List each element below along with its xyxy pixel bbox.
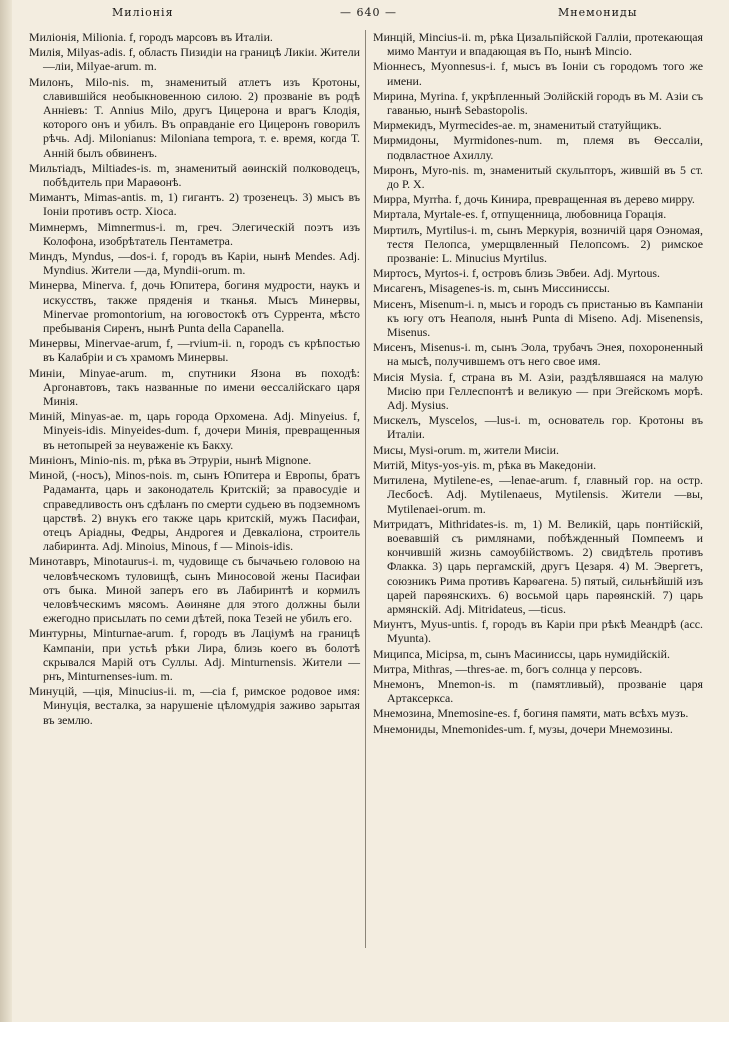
right-column: [373, 30, 703, 737]
dictionary-entry: Митра, Mithras, —thres-ae. m, богъ солнца у персовъ.: [373, 661, 643, 676]
dictionary-entry: Мисiя Mysia. f, страна въ М. Азiи, раздѣлявшаяся на малую Мисiю при Геллеспонтѣ и великую — при Эгейскомъ морѣ. Adj. Mysius.: [373, 369, 703, 413]
dictionary-entry: Митій, Mitys-yos-yis. m, рѣка въ Македонiи.: [373, 457, 597, 472]
dictionary-entry: Мнемониды, Mnemonides-um. f, музы, дочери Мнемозины.: [373, 721, 673, 736]
dictionary-entry: Мирмекидъ, Myrmecides-ae. m, знаменитый статуйщикъ.: [373, 118, 662, 133]
dictionary-entry: Мнемозина, Mnemosine-es. f, богиня памяти, мать всѣхъ музъ.: [373, 706, 689, 721]
dictionary-entry: Миндъ, Myndus, —dos-i. f, городъ въ Карiи, нынѣ Mendes. Adj. Myndius. Жители —да, Myndii-orum. m.: [29, 249, 360, 278]
scan-bottom-margin: [0, 1022, 729, 1044]
dictionary-entry: Митилена, Mytilene-es, —lenae-arum. f, главный гор. на остр. Лесбосѣ. Adj. Mytilenaeus, Mytilensis. Жители —вы, Mytilenaei-orum. m.: [373, 473, 703, 516]
dictionary-entry: Мисы, Mysi-orum. m, жители Мисiи.: [373, 442, 559, 457]
dictionary-entry: Мирина, Myrina. f, укрѣпленный Эолiйскій городъ въ М. Азiи съ гаванью, нынѣ Sebastopolis.: [373, 88, 703, 118]
dictionary-entry: Минцiй, Mincius-ii. m, рѣка Цизальпiйской Галлiи, протекающая мимо Мантуи и впадающая въ По, нынѣ Mincio.: [373, 30, 703, 59]
dictionary-entry: Милія, Milyas-adis. f, область Пизидiи на границѣ Ликiи. Жители —лiи, Milyae-arum. m.: [29, 45, 360, 74]
dictionary-entry: Минотавръ, Minotaurus-i. m, чудовище съ бычачьею головою на человѣческомъ туловищѣ, сынъ Миносовой жены Пасифаи отъ быка. Миной заперъ его въ Лабиринтѣ и кормилъ человѣческимъ мясомъ. Аѳиняне для этого должны были ежегодно присылать по семи дѣтей, пока Тезей не убилъ его.: [29, 554, 360, 626]
dictionary-entry: Мисенъ, Misenum-i. n, мысъ и городъ съ пристанью въ Кампанiи къ югу отъ Неаполя, нынѣ Punta di Miseno. Adj. Misenensis, Misenus.: [373, 296, 703, 340]
running-head-right: Мнемониды: [558, 6, 638, 19]
dictionary-entry: Мiоннесъ, Myonnesus-i. f, мысъ въ Iонiи съ городомъ того же имени.: [373, 59, 703, 88]
dictionary-entry: Мнемонъ, Mnemon-is. m (памятливый), прозванiе царя Артаксеркса.: [373, 676, 703, 706]
page-number: — 640 —: [340, 6, 397, 19]
dictionary-entry: Мильтiадъ, Miltiades-is. m, знаменитый аѳинскій полководецъ, побѣдитель при Мараѳонѣ.: [29, 160, 360, 190]
dictionary-entry: Минтурны, Minturnae-arum. f, городъ въ Лацiумѣ на границѣ Кампанiи, при устьѣ рѣки Лира, близь коего въ болотѣ скрывался Марiй отъ Суллы. Adj. Minturnensis. Жители —рнъ, Minturnenses-ium. m.: [29, 626, 360, 683]
column-divider: [365, 30, 366, 948]
dictionary-entry: Мимантъ, Mimas-antis. m, 1) гигантъ. 2) трозенецъ. 3) мысъ въ Iонiи противъ остр. Хiоса.: [29, 190, 360, 219]
dictionary-entry: Минерва, Minerva. f, дочь Юпитера, богиня мудрости, наукъ и искусствъ, также пряденiя и тканья. Мысъ Минервы, Minervae promontorium, на юговостокѣ отъ Суррента, мѣсто пребыванія Сиренъ, нынѣ Punta della Capanella.: [29, 278, 360, 336]
page-header: [30, 6, 699, 28]
dictionary-entry: Мисагенъ, Misagenes-is. m, сынъ Миссиниссы.: [373, 281, 610, 296]
dictionary-entry: Минiй, Minyas-ae. m, царь города Орхомена. Adj. Minyeius. f, Minyeis-idis. Minyeides-dum. f, дочери Минія, превращенныя въ нетопырей за неуваженіе къ Бакху.: [29, 409, 360, 452]
dictionary-entry: Минуцiй, —цiя, Minucius-ii. m, —cia f, римское родовое имя: Минуція, весталка, за нарушеніе цѣломудрія заживо зарытая въ землю.: [29, 684, 360, 727]
dictionary-entry: Миртала, Myrtale-es. f, отпущенница, любовница Горація.: [373, 207, 667, 222]
dictionary-entry: Миронъ, Myro-nis. m, знаменитый скульпторъ, жившій въ 5 ст. до Р. Х.: [373, 162, 703, 192]
dictionary-entry: Минервы, Minervae-arum, f, —rvium-ii. n, городъ съ крѣпостью въ Калабрiи и съ храмомъ Минервы.: [29, 336, 360, 365]
dictionary-entry: Миной, (-носъ), Minos-nois. m, сынъ Юпитера и Европы, братъ Радаманта, царь и законодатель Критскій; за правосудіе и справедливость онъ сдѣланъ по смерти судьею въ подземномъ царствѣ. 2) внукъ его также царь критскій, мужъ Пасифаи, отецъ Аріадны, Федры, Андрогея и Девкалiона, строитель лабиринта. Adj. Minoius, Minous, f — Minois-idis.: [29, 468, 360, 554]
dictionary-entry: Минiонъ, Minio-nis. m, рѣка въ Этрурiи, нынѣ Mignone.: [29, 452, 312, 467]
dictionary-entry: Милiонiя, Milionia. f, городъ марсовъ въ Италiи.: [29, 30, 273, 44]
dictionary-entry: Миртилъ, Myrtilus-i. m, сынъ Меркурія, возничій царя Оэномая, тестя Пелопса, умерщвленный Пелопсомъ. 2) римское прозванiе: L. Minucius Myrtilus.: [373, 222, 703, 266]
dictionary-entry: Миртосъ, Myrtos-i. f, островъ близь Эвбеи. Adj. Myrtous.: [373, 266, 661, 281]
dictionary-entry: Миунтъ, Myus-untis. f, городъ въ Карiи при рѣкѣ Меандрѣ (acc. Myunta).: [373, 617, 703, 646]
dictionary-entry: Миципса, Micipsa, m, сынъ Масиниссы, царь нумидiйскій.: [373, 646, 671, 661]
dictionary-entry: Мирмидоны, Myrmidones-num. m, племя въ Ѳессалiи, подвластное Ахиллу.: [373, 133, 703, 162]
dictionary-entry: Милонъ, Milo-nis. m, знаменитый атлетъ изъ Кротоны, славившiйся необыкновенною силою. 2) прозванiе въ родѣ Анніевъ: T. Annius Milo, другъ Цицерона и врагъ Клодія, которого онъ и убилъ. Въ оправданіе его Цицеронъ говорилъ рѣчь. Adj. Milonianus: Miloniana tempora, т. е. время, когда Т. Анній былъ обвиненъ.: [29, 74, 360, 160]
dictionary-entry: Митридатъ, Mithridates-is. m, 1) М. Великій, царь понтiйскій, воевавшій съ римлянами, побѣжденный Помпеемъ и кончившій жизнь самоубійствомъ. 2) свидѣтель противъ Флакка. 3) царь пергамскій, другъ Цезаря. 4) М. Эвергетъ, союзникъ Рима противъ Карѳагена. 5) пятый, сильнѣйшій изъ царей парѳянскихъ. 6) восьмой царь парѳянскій. 7) царь армянскій. Adj. Mitridateus, —ticus.: [373, 516, 703, 616]
dictionary-entry: Мисенъ, Misenus-i. m, сынъ Эола, трубачъ Энея, похороненный на мысѣ, получившемъ отъ него свое имя.: [373, 340, 703, 369]
dictionary-entry: Мирра, Myrrha. f, дочь Кинира, превращенная въ дерево мирру.: [373, 192, 695, 207]
dictionary-entry: Мискелъ, Myscelos, —lus-i. m, основатель гор. Кротоны въ Италiи.: [373, 413, 703, 442]
book-spine-shadow: [0, 0, 12, 1044]
dictionary-entry: Минiи, Minyae-arum. m, спутники Язона въ походѣ: Аргонавтовъ, такъ названные по имени ѳессалiйскаго царя Минія.: [29, 365, 360, 409]
left-column: [29, 30, 360, 728]
dictionary-entry: Мимнермъ, Mimnermus-i. m, греч. Элегическій поэтъ изъ Колофона, изобрѣтатель Пентаметра.: [29, 219, 360, 248]
running-head-left: Милiонiя: [112, 6, 174, 19]
